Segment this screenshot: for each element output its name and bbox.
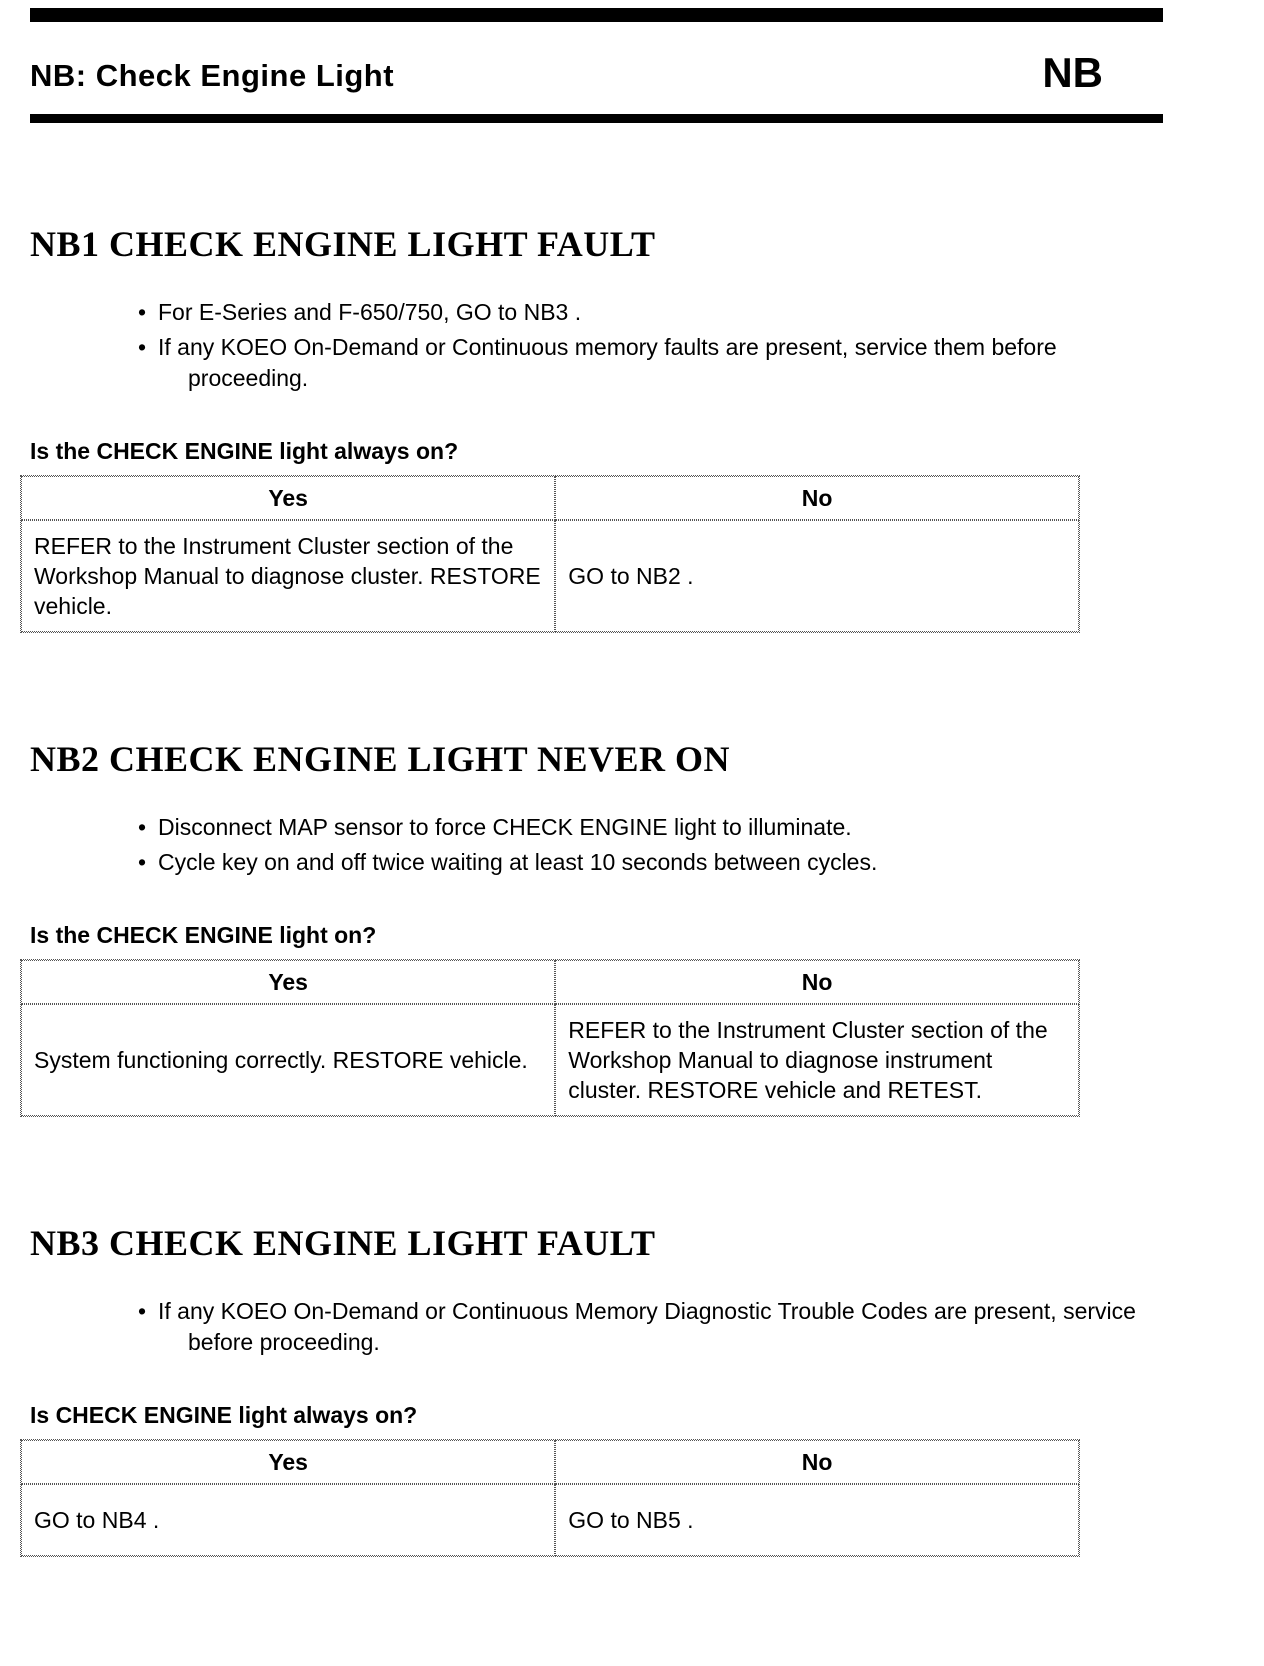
header-rule bbox=[30, 114, 1163, 123]
document-header bbox=[30, 49, 1163, 96]
top-rule bbox=[30, 8, 1163, 22]
page-title: NB: Check Engine Light bbox=[30, 58, 395, 93]
table-header-row bbox=[21, 960, 1079, 1004]
table-header-no: No bbox=[555, 1440, 1079, 1484]
section-nb3-heading: NB3 CHECK ENGINE LIGHT FAULT bbox=[30, 1223, 656, 1263]
table-row bbox=[21, 1004, 1079, 1116]
table-cell-no: REFER to the Instrument Cluster section of the Workshop Manual to diagnose instrument cluster. RESTORE vehicle and RETEST. bbox=[555, 1004, 1079, 1116]
bullet-item: • For E-Series and F-650/750, GO to NB3 . bbox=[30, 297, 1163, 328]
bullet-item: • If any KOEO On-Demand or Continuous Memory Diagnostic Trouble Codes are present, service before proceeding. bbox=[30, 1296, 1163, 1358]
document-code: NB bbox=[1042, 49, 1103, 96]
section-nb1-question: Is the CHECK ENGINE light always on? bbox=[30, 438, 459, 464]
table-cell-yes: System functioning correctly. RESTORE vehicle. bbox=[21, 1004, 555, 1116]
section-nb1-heading: NB1 CHECK ENGINE LIGHT FAULT bbox=[30, 224, 656, 264]
table-cell-yes: GO to NB4 . bbox=[21, 1484, 555, 1556]
decision-table-nb2 bbox=[20, 959, 1080, 1117]
section-nb1-bullets bbox=[30, 297, 1163, 394]
section-nb2-heading: NB2 CHECK ENGINE LIGHT NEVER ON bbox=[30, 739, 730, 779]
bullet-item: • Disconnect MAP sensor to force CHECK ENGINE light to illuminate. bbox=[30, 812, 1163, 843]
section-nb2-question: Is the CHECK ENGINE light on? bbox=[30, 922, 377, 948]
table-header-row bbox=[21, 1440, 1079, 1484]
table-header-yes: Yes bbox=[21, 1440, 555, 1484]
decision-table-nb1 bbox=[20, 475, 1080, 633]
table-row bbox=[21, 1484, 1079, 1556]
section-nb3-bullets bbox=[30, 1296, 1163, 1358]
table-cell-no: GO to NB2 . bbox=[555, 520, 1079, 632]
document-page bbox=[0, 8, 1264, 1557]
section-nb3-question: Is CHECK ENGINE light always on? bbox=[30, 1402, 418, 1428]
table-cell-no: GO to NB5 . bbox=[555, 1484, 1079, 1556]
section-nb2-bullets bbox=[30, 812, 1163, 878]
decision-table-nb3 bbox=[20, 1439, 1080, 1557]
bullet-item: • Cycle key on and off twice waiting at least 10 seconds between cycles. bbox=[30, 847, 1163, 878]
table-header-yes: Yes bbox=[21, 960, 555, 1004]
table-header-row bbox=[21, 476, 1079, 520]
bullet-item: • If any KOEO On-Demand or Continuous memory faults are present, service them before proceeding. bbox=[30, 332, 1163, 394]
table-header-yes: Yes bbox=[21, 476, 555, 520]
table-header-no: No bbox=[555, 476, 1079, 520]
table-row bbox=[21, 520, 1079, 632]
table-header-no: No bbox=[555, 960, 1079, 1004]
table-cell-yes: REFER to the Instrument Cluster section of the Workshop Manual to diagnose cluster. RESTORE vehicle. bbox=[21, 520, 555, 632]
